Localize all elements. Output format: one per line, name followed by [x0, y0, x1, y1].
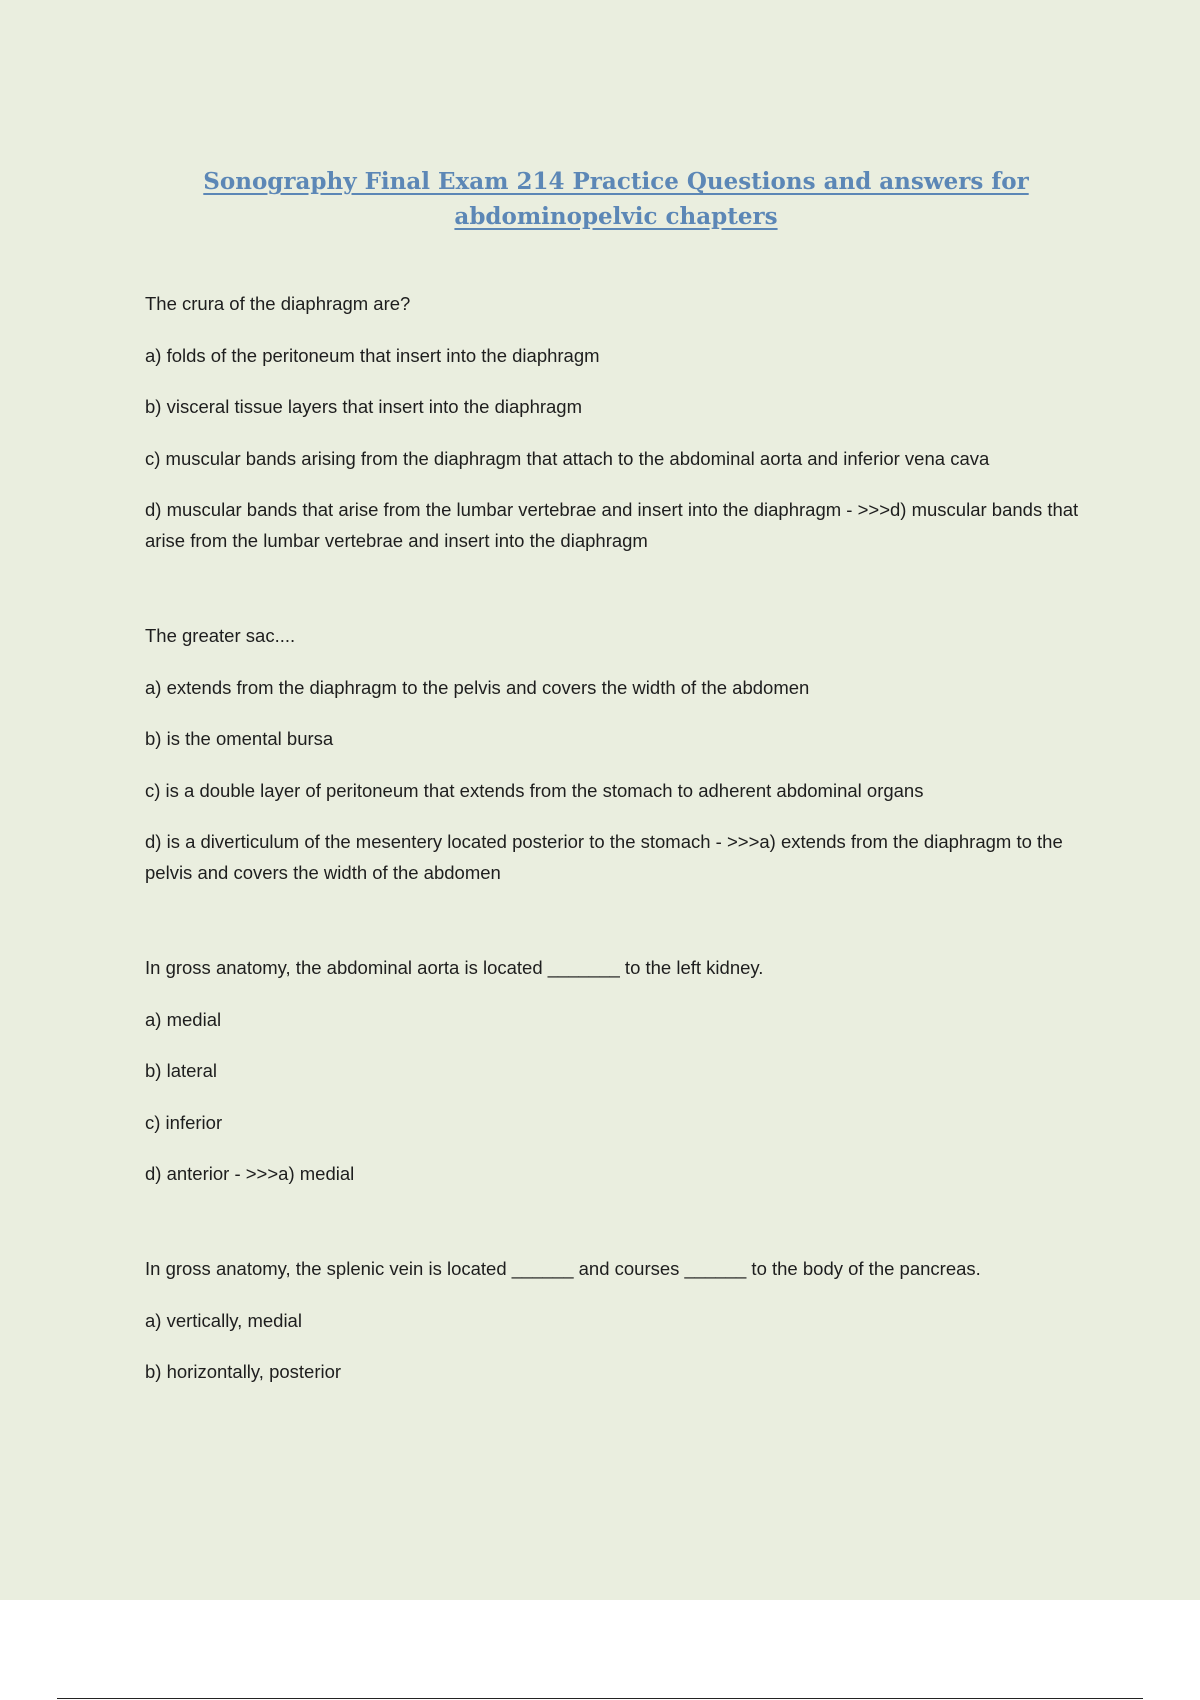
answer-option-with-key: d) muscular bands that arise from the lumbar vertebrae and insert into the diaphragm - >>>d) muscular bands that arise from the lumbar vertebrae and insert into the diaphragm: [145, 499, 1079, 551]
question-block: [145, 288, 1085, 556]
title-line-2: abdominopelvic chapters: [454, 203, 778, 230]
question-stem: The greater sac....: [145, 625, 296, 646]
question-stem: In gross anatomy, the abdominal aorta is located _______ to the left kidney.: [145, 957, 764, 978]
question-stem: In gross anatomy, the splenic vein is located ______ and courses ______ to the body of the pancreas.: [145, 1258, 981, 1279]
answer-option-with-key: d) anterior - >>>a) medial: [145, 1163, 355, 1184]
footer-divider: [57, 1698, 1143, 1699]
answer-option: a) medial: [145, 1008, 222, 1030]
question-stem: The crura of the diaphragm are?: [145, 293, 411, 314]
question-block: [145, 952, 1085, 1189]
answer-option-with-key: d) is a diverticulum of the mesentery located posterior to the stomach - >>>a) extends from the diaphragm to the pelvis and covers the width of the abdomen: [145, 831, 1063, 883]
answer-option: c) is a double layer of peritoneum that extends from the stomach to adherent abdominal organs: [145, 779, 924, 801]
answer-option: c) inferior: [145, 1111, 223, 1133]
answer-option: b) is the omental bursa: [145, 728, 334, 749]
answer-option: b) visceral tissue layers that insert into the diaphragm: [145, 396, 583, 417]
answer-option: b) horizontally, posterior: [145, 1361, 342, 1382]
answer-option: a) extends from the diaphragm to the pelvis and covers the width of the abdomen: [145, 676, 810, 698]
answer-option: a) vertically, medial: [145, 1309, 302, 1331]
answer-option: a) folds of the peritoneum that insert into the diaphragm: [145, 344, 600, 366]
document-title: [0, 164, 1200, 234]
question-block: [145, 1253, 1085, 1387]
question-block: [145, 620, 1085, 888]
answer-option: c) muscular bands arising from the diaphragm that attach to the abdominal aorta and inferior vena cava: [145, 447, 990, 469]
answer-option: b) lateral: [145, 1060, 217, 1081]
title-line-1: Sonography Final Exam 214 Practice Questions and answers for: [203, 168, 1029, 195]
question-list: [145, 288, 1085, 1451]
